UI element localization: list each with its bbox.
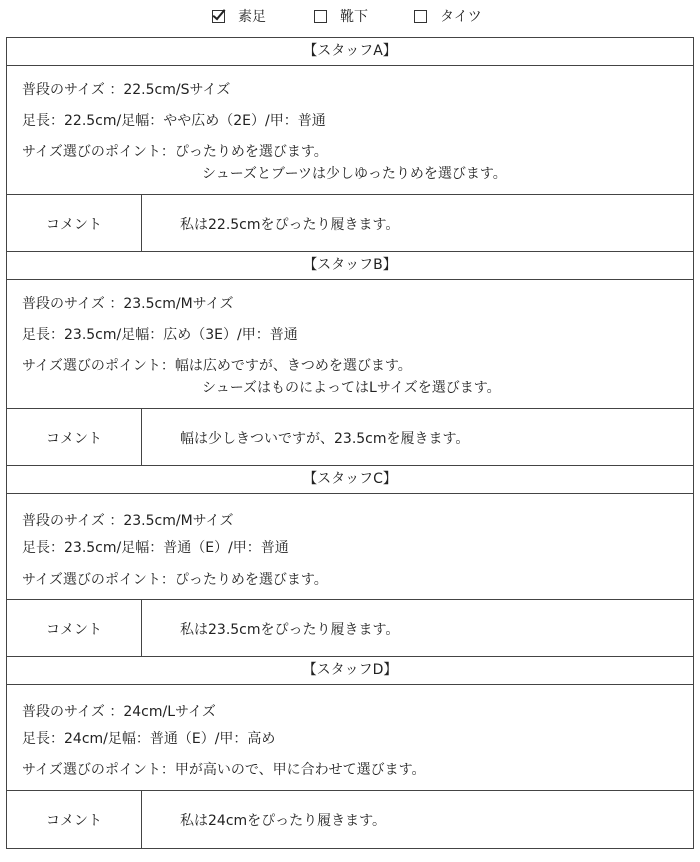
- foot-value: 23.5cm/足幅：広め（3E）/甲：普通: [64, 327, 298, 343]
- foot-label: 足長：: [22, 327, 64, 343]
- comment-label: コメント: [7, 409, 142, 466]
- usual-size-label: 普段のサイズ ：: [22, 296, 124, 312]
- checked-checkbox-icon[interactable]: [212, 10, 225, 23]
- comment-row: [7, 600, 693, 657]
- legend-label: タイツ: [440, 9, 482, 25]
- point-value-2: シューズとブーツは少しゆったりめを選びます。: [202, 166, 507, 182]
- comment-row: [7, 195, 693, 252]
- point-row: [22, 569, 328, 589]
- staff-info: [7, 66, 693, 195]
- legend-label: 素足: [238, 9, 266, 25]
- staff-title: 【スタッフD】: [7, 657, 693, 685]
- staff-title: 【スタッフC】: [7, 466, 693, 494]
- comment-text: 私は22.5cmをぴったり履きます。: [180, 216, 400, 233]
- staff-c-panel: [6, 465, 694, 657]
- comment-text: 私は23.5cmをぴったり履きます。: [180, 621, 400, 638]
- staff-info: [7, 280, 693, 409]
- comment-label: コメント: [7, 600, 142, 657]
- staff-a-panel: [6, 37, 694, 252]
- legend-label: 靴下: [340, 9, 368, 25]
- foot-label: 足長：: [22, 113, 64, 129]
- legend-barefoot[interactable]: [212, 7, 266, 25]
- point-row: [22, 141, 507, 182]
- foot-value: 23.5cm/足幅：普通（E）/甲：普通: [64, 540, 289, 556]
- usual-size-row: [22, 79, 230, 99]
- foot-label: 足長：: [22, 731, 64, 747]
- legend-tights[interactable]: [414, 7, 482, 25]
- point-value: 甲が高いので、甲に合わせて選びます。: [174, 762, 426, 778]
- foot-row: [22, 110, 326, 130]
- point-label: サイズ選びのポイント：: [22, 144, 175, 160]
- checkbox-icon[interactable]: [414, 10, 427, 23]
- point-row: [22, 355, 501, 396]
- comment-label: コメント: [7, 791, 142, 848]
- usual-size-label: 普段のサイズ ：: [22, 513, 124, 529]
- point-value: ぴったりめを選びます。: [174, 144, 328, 160]
- usual-size-value: 23.5cm/Mサイズ: [123, 513, 234, 529]
- point-value-2: シューズはものによってはLサイズを選びます。: [202, 380, 501, 396]
- usual-size-row: [22, 510, 234, 530]
- foot-value: 24cm/足幅：普通（E）/甲：高め: [64, 731, 276, 747]
- legend-socks[interactable]: [314, 7, 368, 25]
- point-row: [22, 759, 426, 779]
- comment-text: 幅は少しきついですが、23.5cmを履きます。: [180, 430, 470, 447]
- staff-title: 【スタッフA】: [7, 38, 693, 66]
- foot-value: 22.5cm/足幅：やや広め（2E）/甲：普通: [64, 113, 326, 129]
- point-value: 幅は広めですが、きつめを選びます。: [174, 358, 412, 374]
- usual-size-row: [22, 293, 234, 313]
- usual-size-row: [22, 701, 216, 721]
- sock-type-legend: [0, 0, 700, 34]
- foot-row: [22, 324, 298, 344]
- usual-size-label: 普段のサイズ ：: [22, 704, 124, 720]
- foot-row: [22, 728, 275, 748]
- comment-row: [7, 409, 693, 466]
- checkbox-icon[interactable]: [314, 10, 327, 23]
- usual-size-value: 24cm/Lサイズ: [123, 704, 216, 720]
- staff-title: 【スタッフB】: [7, 252, 693, 280]
- staff-d-panel: [6, 656, 694, 849]
- point-label: サイズ選びのポイント：: [22, 572, 175, 588]
- foot-row: [22, 537, 289, 557]
- staff-info: [7, 685, 693, 791]
- comment-text: 私は24cmをぴったり履きます。: [180, 812, 387, 829]
- point-label: サイズ選びのポイント：: [22, 762, 175, 778]
- staff-b-panel: [6, 251, 694, 466]
- usual-size-label: 普段のサイズ ：: [22, 82, 124, 98]
- usual-size-value: 22.5cm/Sサイズ: [123, 82, 231, 98]
- staff-info: [7, 494, 693, 600]
- foot-label: 足長：: [22, 540, 64, 556]
- point-value: ぴったりめを選びます。: [174, 572, 328, 588]
- comment-row: [7, 791, 693, 848]
- usual-size-value: 23.5cm/Mサイズ: [123, 296, 234, 312]
- point-label: サイズ選びのポイント：: [22, 358, 175, 374]
- comment-label: コメント: [7, 195, 142, 252]
